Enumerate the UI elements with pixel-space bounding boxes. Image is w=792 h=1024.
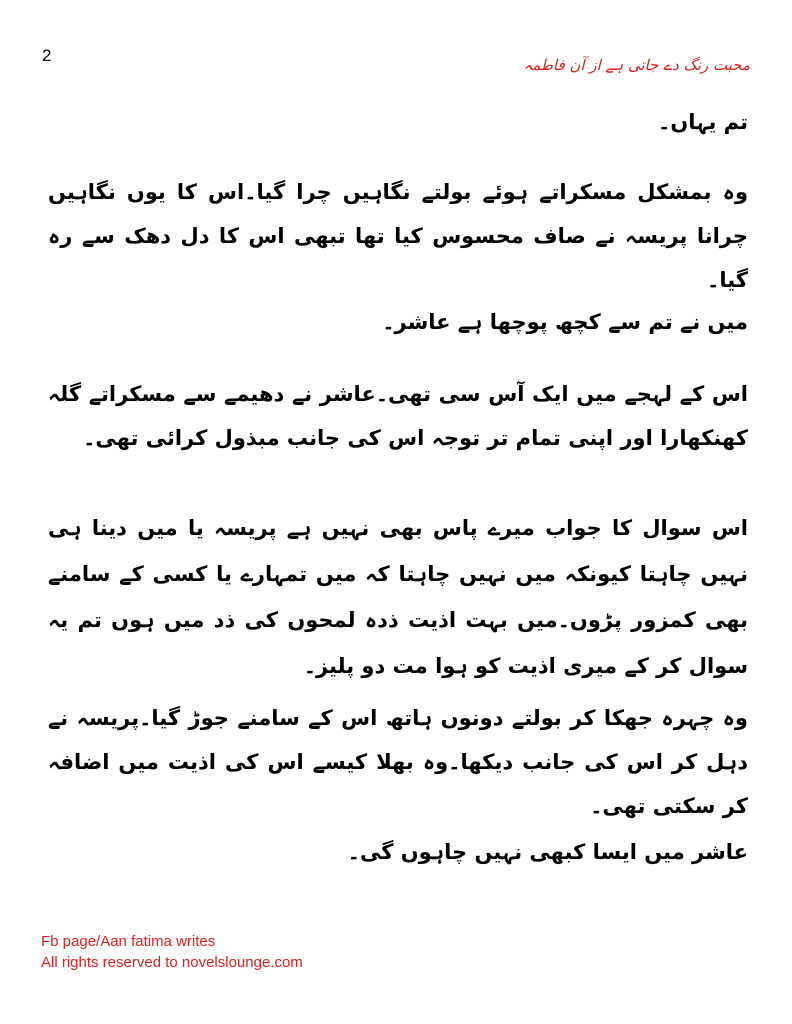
paragraph: میں نے تم سے کچھ پوچھا ہے عاشر۔ xyxy=(382,310,748,334)
footer-rights: All rights reserved to novelslounge.com xyxy=(41,954,303,971)
paragraph: عاشر میں ایسا کبھی نہیں چاہوں گی۔ xyxy=(347,840,748,864)
footer-fb-page: Fb page/Aan fatima writes xyxy=(41,933,216,950)
header-title: محبت رنگ دے جاتی ہے از آن فاطمہ xyxy=(523,56,750,74)
page-number: 2 xyxy=(42,46,52,65)
footer-credits xyxy=(41,931,303,973)
paragraph: تم یہاں۔ xyxy=(658,110,748,134)
paragraph: اس کے لہجے میں ایک آس سی تھی۔عاشر نے دھیمے سے مسکراتے گلہ کھنکھارا اور اپنی تمام تر توجہ اس کی جانب مبذول کرائی تھی۔ xyxy=(48,382,748,450)
paragraph: وہ بمشکل مسکراتے ہوئے بولتے نگاہیں چرا گیا۔اس کا یوں نگاہیں چرانا پریسہ نے صاف محسوس کیا تھا تبھی اس کا دل دھک سے رہ گیا۔ xyxy=(48,180,748,292)
paragraph: وہ چہرہ جھکا کر بولتے دونوں ہاتھ اس کے سامنے جوڑ گیا۔پریسہ نے دہل کر اس کی جانب دیکھا۔وہ بھلا کیسے اس کی اذیت میں اضافہ کر سکتی تھی۔ xyxy=(48,706,748,818)
paragraph: اس سوال کا جواب میرے پاس بھی نہیں ہے پریسہ یا میں دینا ہی نہیں چاہتا کیونکہ میں نہیں چاہتا کہ میں تمہارے یا کسی کے سامنے بھی کمزور پڑوں۔میں بہت اذیت ذدہ لمحوں کی ذد میں ہوں تم یہ سوال کر کے میری اذیت کو ہوا مت دو پلیز۔ xyxy=(48,516,748,678)
